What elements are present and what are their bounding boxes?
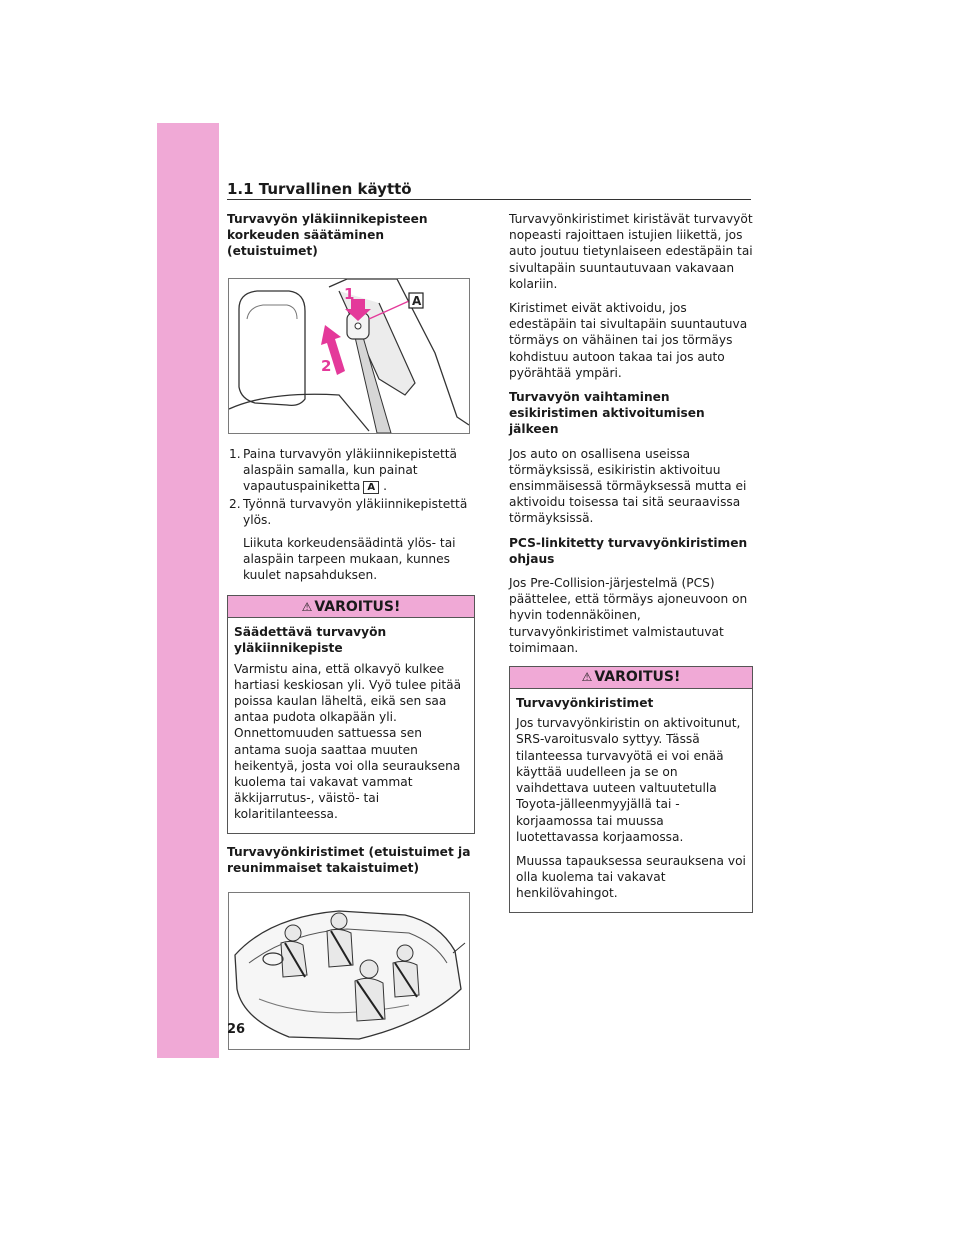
pretensioner-intro: Turvavyönkiristimet kiristävät turvavyöt nopeasti rajoittaen istujien liikettä, jos auto joutuu tietynlaiseen edestäpäin tai sivultapäin suuntautuvaan vakavaan kolariin. xyxy=(509,212,753,291)
warning-header: ⚠ VAROITUS! xyxy=(510,667,752,689)
right-column xyxy=(509,211,753,923)
adjust-steps xyxy=(227,446,475,529)
warning-body-2: Muussa tapauksessa seurauksena voi olla kuolema tai vakavat henkilövahingot. xyxy=(516,853,746,901)
page-number: 26 xyxy=(227,1022,246,1037)
heading-pretensioners: Turvavyönkiristimet (etuistuimet ja reunimmaiset takaistuimet) xyxy=(227,844,471,875)
header-divider xyxy=(227,199,751,200)
step-2: 2. Työnnä turvavyön yläkiinnikepistettä ylös. xyxy=(229,497,468,528)
figure-pretensioners xyxy=(228,892,470,1050)
heading-belt-anchor-adjust: Turvavyön yläkiinnikepisteen korkeuden säätäminen (etuistuimet) xyxy=(227,212,428,259)
warning-header: ⚠ VAROITUS! xyxy=(228,596,474,618)
warning-icon: ⚠ xyxy=(581,670,593,685)
figure-label-1: 1 xyxy=(344,284,355,303)
car-interior-illustration xyxy=(229,893,469,1049)
warning-icon: ⚠ xyxy=(301,599,313,614)
heading-pcs-linked: PCS-linkitetty turvavyönkiristimen ohjaus xyxy=(509,535,748,566)
release-button-badge: A xyxy=(363,481,379,494)
warning-subhead: Säädettävä turvavyön yläkiinnikepiste xyxy=(234,625,387,656)
belt-anchor-illustration xyxy=(229,279,469,433)
left-column xyxy=(227,211,475,1050)
figure-badge-a: A xyxy=(412,293,422,308)
warning-body: Varmistu aina, että olkavyö kulkee hartiasi keskiosan yli. Vyö tulee pitää poissa kaulan läheltä, eikä sen saa antaa pudota olkapään yli. Onnettomuuden sattuessa sen antama suoja saattaa muuten heikentyä, josta voi olla seurauksena kuolema tai vakavat vammat äkkijarrutus-, väistö- tai kolaritilanteessa. xyxy=(234,661,462,822)
warning-body-1: Jos turvavyönkiristin on aktivoitunut, SRS-varoitusvalo syttyy. Tässä tilanteessa turvavyötä ei voi enää käyttää uudelleen ja se on vaihdettava uuteen valtuutetulla Toyota-jälleenmyyjällä tai -korjaamossa tai muussa luotettavassa korjaamossa. xyxy=(516,716,741,844)
side-tab-stripe xyxy=(157,123,219,1058)
warning-subhead: Turvavyönkiristimet xyxy=(516,696,654,711)
replace-after-activation-text: Jos auto on osallisena useissa törmäyksissä, esikiristin aktivoituu ensimmäisessä törmäyksessä mutta ei aktivoidu toisessa tai sitä seuraavissa törmäyksissä. xyxy=(509,446,747,526)
pcs-linked-text: Jos Pre-Collision-järjestelmä (PCS) päättelee, että törmäys ajoneuvoon on hyvin todennäköinen, turvavyönkiristimet valmistautuvat toimimaan. xyxy=(509,576,748,655)
figure-label-2: 2 xyxy=(321,356,332,375)
step-2-note: Liikuta korkeudensäädintä ylös- tai alaspäin tarpeen mukaan, kunnes kuulet napsahduksen. xyxy=(243,535,456,583)
heading-replace-after-activation: Turvavyön vaihtaminen esikiristimen aktivoitumisen jälkeen xyxy=(509,390,705,437)
warning-box-pretensioners xyxy=(509,666,753,912)
step-1: 1. Paina turvavyön yläkiinnikepistettä alaspäin samalla, kun painat vapautuspainiketta A . xyxy=(229,446,458,494)
warning-box-anchor xyxy=(227,595,475,833)
pretensioner-conditions: Kiristimet eivät aktivoidu, jos edestäpäin tai sivultapäin suuntautuva törmäys on vähäinen tai jos törmäys kohdistuu autoon takaa tai jos auto pyörähtää ympäri. xyxy=(509,301,748,380)
figure-belt-anchor xyxy=(228,278,470,434)
section-header: 1.1 Turvallinen käyttö xyxy=(227,180,412,198)
